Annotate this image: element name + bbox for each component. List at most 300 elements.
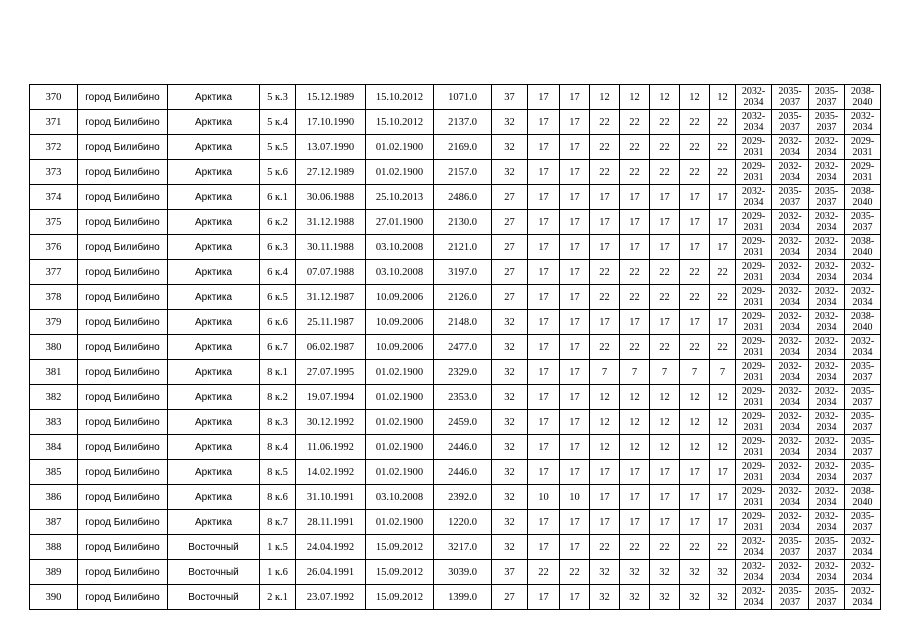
period-start: 2029- [741, 411, 766, 422]
period-start: 2032- [814, 336, 839, 347]
cell-period-value-5: 12 [650, 385, 680, 410]
cell-survey-date: 10.09.2006 [366, 335, 434, 360]
cell-repair-period-2 [772, 110, 809, 135]
period-start: 2035- [814, 86, 839, 97]
period-end: 2034 [816, 422, 837, 433]
period-end: 2031 [743, 522, 764, 533]
cell-period-value-6: 22 [680, 110, 710, 135]
cell-period-value-6: 17 [680, 510, 710, 535]
cell-construction-date: 07.07.1988 [296, 260, 366, 285]
cell-period-value-4: 17 [620, 460, 650, 485]
cell-period-value-2: 17 [560, 510, 590, 535]
table-row [30, 260, 881, 285]
cell-construction-date: 17.10.1990 [296, 110, 366, 135]
period-start: 2035- [850, 461, 875, 472]
cell-repair-period-1 [736, 410, 772, 435]
period-end: 2034 [780, 497, 800, 508]
cell-period-value-4: 12 [620, 385, 650, 410]
cell-period-value-7: 22 [710, 160, 736, 185]
period-start: 2032- [741, 586, 766, 597]
cell-house: 5 к.6 [260, 160, 296, 185]
cell-repair-period-1 [736, 285, 772, 310]
cell-wear-percent: 27 [492, 260, 528, 285]
cell-survey-date: 01.02.1900 [366, 435, 434, 460]
cell-wear-percent: 27 [492, 285, 528, 310]
period-end: 2037 [780, 97, 800, 108]
cell-city: город Билибино [78, 160, 168, 185]
cell-period-value-2: 17 [560, 435, 590, 460]
cell-construction-date: 06.02.1987 [296, 335, 366, 360]
cell-repair-period-1 [736, 210, 772, 235]
period-end: 2037 [852, 472, 873, 483]
period-end: 2031 [852, 172, 873, 183]
cell-period-value-7: 22 [710, 535, 736, 560]
period-end: 2034 [816, 272, 837, 283]
cell-area: 2459.0 [434, 410, 492, 435]
period-start: 2032- [814, 286, 839, 297]
table-row [30, 110, 881, 135]
cell-house: 8 к.4 [260, 435, 296, 460]
cell-period-value-5: 22 [650, 160, 680, 185]
cell-period-value-4: 12 [620, 435, 650, 460]
cell-period-value-3: 32 [590, 585, 620, 610]
cell-period-value-6: 22 [680, 135, 710, 160]
cell-construction-date: 15.12.1989 [296, 85, 366, 110]
cell-city: город Билибино [78, 435, 168, 460]
period-end: 2037 [816, 547, 837, 558]
cell-period-value-1: 17 [528, 535, 560, 560]
cell-construction-date: 27.07.1995 [296, 360, 366, 385]
cell-period-value-3: 22 [590, 335, 620, 360]
cell-repair-period-1 [736, 510, 772, 535]
cell-period-value-2: 22 [560, 560, 590, 585]
cell-period-value-3: 22 [590, 110, 620, 135]
table-row [30, 335, 881, 360]
period-start: 2032- [778, 161, 802, 172]
period-end: 2034 [852, 547, 873, 558]
cell-survey-date: 10.09.2006 [366, 310, 434, 335]
period-start: 2029- [741, 136, 766, 147]
cell-period-value-1: 17 [528, 235, 560, 260]
table-row [30, 485, 881, 510]
cell-period-value-1: 17 [528, 385, 560, 410]
cell-street: Арктика [168, 485, 260, 510]
cell-repair-period-1 [736, 85, 772, 110]
period-start: 2032- [850, 586, 875, 597]
cell-period-value-1: 17 [528, 110, 560, 135]
cell-repair-period-1 [736, 235, 772, 260]
period-start: 2029- [741, 161, 766, 172]
cell-repair-period-4 [845, 310, 881, 335]
cell-wear-percent: 32 [492, 310, 528, 335]
cell-construction-date: 31.12.1987 [296, 285, 366, 310]
period-end: 2040 [852, 197, 873, 208]
cell-repair-period-1 [736, 310, 772, 335]
cell-period-value-1: 17 [528, 285, 560, 310]
cell-street: Арктика [168, 460, 260, 485]
cell-number: 376 [30, 235, 78, 260]
cell-area: 2486.0 [434, 185, 492, 210]
period-end: 2034 [852, 272, 873, 283]
cell-construction-date: 28.11.1991 [296, 510, 366, 535]
period-start: 2032- [778, 286, 802, 297]
cell-house: 5 к.5 [260, 135, 296, 160]
period-start: 2032- [778, 561, 802, 572]
period-end: 2034 [816, 147, 837, 158]
cell-repair-period-4 [845, 360, 881, 385]
cell-street: Восточный [168, 535, 260, 560]
cell-house: 6 к.2 [260, 210, 296, 235]
cell-number: 387 [30, 510, 78, 535]
period-end: 2034 [816, 497, 837, 508]
cell-number: 386 [30, 485, 78, 510]
cell-period-value-6: 12 [680, 410, 710, 435]
cell-construction-date: 14.02.1992 [296, 460, 366, 485]
period-start: 2032- [850, 111, 875, 122]
period-start: 2032- [850, 336, 875, 347]
cell-survey-date: 15.10.2012 [366, 110, 434, 135]
cell-repair-period-4 [845, 485, 881, 510]
cell-period-value-1: 10 [528, 485, 560, 510]
period-start: 2032- [778, 236, 802, 247]
cell-repair-period-1 [736, 185, 772, 210]
period-end: 2034 [816, 572, 837, 583]
cell-period-value-3: 17 [590, 460, 620, 485]
cell-period-value-2: 10 [560, 485, 590, 510]
cell-repair-period-3 [809, 235, 845, 260]
cell-number: 372 [30, 135, 78, 160]
cell-city: город Билибино [78, 310, 168, 335]
cell-area: 3217.0 [434, 535, 492, 560]
period-start: 2032- [778, 211, 802, 222]
period-start: 2029- [850, 161, 875, 172]
cell-city: город Билибино [78, 185, 168, 210]
cell-house: 8 к.1 [260, 360, 296, 385]
cell-repair-period-3 [809, 285, 845, 310]
cell-repair-period-1 [736, 585, 772, 610]
cell-repair-period-1 [736, 160, 772, 185]
table-row [30, 460, 881, 485]
cell-repair-period-3 [809, 510, 845, 535]
cell-period-value-7: 17 [710, 485, 736, 510]
period-end: 2034 [780, 397, 800, 408]
cell-period-value-5: 17 [650, 460, 680, 485]
period-start: 2032- [778, 386, 802, 397]
cell-repair-period-1 [736, 360, 772, 385]
period-end: 2034 [743, 547, 764, 558]
period-end: 2040 [852, 247, 873, 258]
cell-period-value-2: 17 [560, 310, 590, 335]
cell-repair-period-4 [845, 385, 881, 410]
cell-period-value-3: 17 [590, 235, 620, 260]
cell-house: 5 к.4 [260, 110, 296, 135]
period-start: 2032- [814, 236, 839, 247]
cell-period-value-3: 12 [590, 85, 620, 110]
cell-repair-period-4 [845, 460, 881, 485]
period-end: 2034 [816, 447, 837, 458]
cell-wear-percent: 32 [492, 435, 528, 460]
period-end: 2037 [852, 397, 873, 408]
cell-period-value-2: 17 [560, 535, 590, 560]
period-end: 2034 [852, 572, 873, 583]
cell-number: 390 [30, 585, 78, 610]
period-start: 2032- [814, 311, 839, 322]
cell-period-value-1: 17 [528, 135, 560, 160]
cell-street: Арктика [168, 185, 260, 210]
period-end: 2037 [816, 597, 837, 608]
cell-period-value-5: 17 [650, 485, 680, 510]
table-row [30, 135, 881, 160]
cell-period-value-3: 12 [590, 385, 620, 410]
cell-repair-period-1 [736, 460, 772, 485]
cell-repair-period-1 [736, 110, 772, 135]
period-start: 2035- [778, 111, 802, 122]
cell-period-value-5: 17 [650, 510, 680, 535]
cell-construction-date: 13.07.1990 [296, 135, 366, 160]
period-end: 2034 [743, 572, 764, 583]
cell-period-value-1: 17 [528, 510, 560, 535]
cell-number: 384 [30, 435, 78, 460]
cell-repair-period-3 [809, 585, 845, 610]
cell-repair-period-4 [845, 135, 881, 160]
cell-house: 8 к.7 [260, 510, 296, 535]
cell-repair-period-2 [772, 485, 809, 510]
period-start: 2032- [741, 186, 766, 197]
cell-area: 2169.0 [434, 135, 492, 160]
cell-repair-period-2 [772, 185, 809, 210]
period-start: 2032- [850, 536, 875, 547]
cell-period-value-4: 12 [620, 85, 650, 110]
period-end: 2037 [780, 197, 800, 208]
cell-repair-period-3 [809, 135, 845, 160]
cell-street: Арктика [168, 360, 260, 385]
cell-house: 8 к.6 [260, 485, 296, 510]
cell-city: город Билибино [78, 485, 168, 510]
cell-city: город Билибино [78, 360, 168, 385]
cell-repair-period-2 [772, 160, 809, 185]
cell-period-value-5: 17 [650, 210, 680, 235]
cell-city: город Билибино [78, 210, 168, 235]
cell-period-value-2: 17 [560, 285, 590, 310]
cell-city: город Билибино [78, 235, 168, 260]
table-row [30, 85, 881, 110]
cell-period-value-4: 22 [620, 160, 650, 185]
cell-repair-period-4 [845, 560, 881, 585]
cell-area: 2477.0 [434, 335, 492, 360]
cell-period-value-2: 17 [560, 110, 590, 135]
period-start: 2032- [814, 161, 839, 172]
cell-repair-period-2 [772, 360, 809, 385]
cell-area: 2148.0 [434, 310, 492, 335]
cell-repair-period-2 [772, 585, 809, 610]
period-start: 2032- [778, 311, 802, 322]
period-start: 2035- [778, 536, 802, 547]
cell-repair-period-2 [772, 410, 809, 435]
period-end: 2031 [743, 297, 764, 308]
cell-period-value-6: 17 [680, 235, 710, 260]
cell-construction-date: 23.07.1992 [296, 585, 366, 610]
cell-repair-period-2 [772, 460, 809, 485]
cell-repair-period-2 [772, 535, 809, 560]
cell-period-value-4: 22 [620, 535, 650, 560]
cell-period-value-5: 12 [650, 410, 680, 435]
cell-period-value-2: 17 [560, 385, 590, 410]
cell-period-value-4: 22 [620, 335, 650, 360]
cell-street: Арктика [168, 160, 260, 185]
cell-repair-period-4 [845, 510, 881, 535]
cell-area: 2157.0 [434, 160, 492, 185]
period-start: 2035- [778, 186, 802, 197]
cell-period-value-4: 22 [620, 110, 650, 135]
cell-period-value-7: 17 [710, 310, 736, 335]
period-end: 2037 [780, 547, 800, 558]
cell-period-value-7: 32 [710, 560, 736, 585]
period-end: 2037 [816, 197, 837, 208]
cell-period-value-4: 17 [620, 510, 650, 535]
cell-period-value-1: 17 [528, 210, 560, 235]
cell-city: город Билибино [78, 510, 168, 535]
period-end: 2031 [743, 497, 764, 508]
period-start: 2035- [814, 536, 839, 547]
cell-wear-percent: 37 [492, 560, 528, 585]
period-end: 2031 [743, 222, 764, 233]
cell-construction-date: 24.04.1992 [296, 535, 366, 560]
cell-city: город Билибино [78, 260, 168, 285]
cell-period-value-6: 17 [680, 310, 710, 335]
cell-period-value-5: 17 [650, 185, 680, 210]
cell-house: 5 к.3 [260, 85, 296, 110]
cell-period-value-5: 22 [650, 535, 680, 560]
period-end: 2031 [743, 422, 764, 433]
period-end: 2034 [780, 272, 800, 283]
cell-construction-date: 25.11.1987 [296, 310, 366, 335]
cell-repair-period-4 [845, 585, 881, 610]
cell-street: Арктика [168, 210, 260, 235]
cell-period-value-7: 7 [710, 360, 736, 385]
cell-period-value-1: 17 [528, 410, 560, 435]
cell-period-value-2: 17 [560, 135, 590, 160]
cell-period-value-5: 22 [650, 335, 680, 360]
cell-number: 383 [30, 410, 78, 435]
cell-period-value-2: 17 [560, 85, 590, 110]
cell-period-value-5: 17 [650, 235, 680, 260]
cell-period-value-7: 17 [710, 510, 736, 535]
cell-period-value-2: 17 [560, 335, 590, 360]
table-row [30, 435, 881, 460]
cell-period-value-3: 7 [590, 360, 620, 385]
cell-construction-date: 26.04.1991 [296, 560, 366, 585]
table-row [30, 560, 881, 585]
cell-city: город Билибино [78, 460, 168, 485]
cell-area: 2137.0 [434, 110, 492, 135]
period-end: 2034 [780, 222, 800, 233]
period-end: 2037 [816, 122, 837, 133]
cell-number: 381 [30, 360, 78, 385]
period-start: 2029- [741, 336, 766, 347]
period-start: 2032- [741, 536, 766, 547]
cell-city: город Билибино [78, 110, 168, 135]
cell-period-value-4: 12 [620, 410, 650, 435]
cell-period-value-3: 22 [590, 260, 620, 285]
cell-wear-percent: 32 [492, 360, 528, 385]
cell-wear-percent: 32 [492, 410, 528, 435]
cell-period-value-6: 17 [680, 460, 710, 485]
cell-repair-period-1 [736, 485, 772, 510]
cell-area: 2446.0 [434, 435, 492, 460]
cell-construction-date: 30.12.1992 [296, 410, 366, 435]
period-start: 2035- [850, 361, 875, 372]
period-end: 2037 [852, 522, 873, 533]
cell-repair-period-4 [845, 435, 881, 460]
cell-period-value-1: 17 [528, 185, 560, 210]
period-start: 2032- [741, 561, 766, 572]
cell-wear-percent: 32 [492, 535, 528, 560]
cell-period-value-4: 22 [620, 285, 650, 310]
period-start: 2032- [778, 411, 802, 422]
cell-area: 2392.0 [434, 485, 492, 510]
table-row [30, 210, 881, 235]
cell-period-value-6: 32 [680, 585, 710, 610]
cell-wear-percent: 27 [492, 185, 528, 210]
period-start: 2029- [741, 261, 766, 272]
period-start: 2032- [814, 386, 839, 397]
table-row [30, 160, 881, 185]
cell-period-value-6: 22 [680, 335, 710, 360]
cell-survey-date: 15.09.2012 [366, 560, 434, 585]
period-end: 2034 [816, 522, 837, 533]
cell-survey-date: 15.09.2012 [366, 535, 434, 560]
cell-period-value-5: 17 [650, 310, 680, 335]
period-end: 2031 [743, 372, 764, 383]
cell-period-value-4: 17 [620, 210, 650, 235]
cell-survey-date: 01.02.1900 [366, 360, 434, 385]
cell-repair-period-3 [809, 460, 845, 485]
cell-wear-percent: 27 [492, 235, 528, 260]
cell-construction-date: 19.07.1994 [296, 385, 366, 410]
period-start: 2029- [741, 236, 766, 247]
cell-period-value-4: 17 [620, 485, 650, 510]
table-row [30, 510, 881, 535]
period-end: 2037 [780, 597, 800, 608]
period-end: 2031 [743, 272, 764, 283]
cell-number: 374 [30, 185, 78, 210]
cell-period-value-6: 22 [680, 160, 710, 185]
cell-repair-period-4 [845, 185, 881, 210]
cell-period-value-5: 22 [650, 135, 680, 160]
cell-house: 6 к.3 [260, 235, 296, 260]
cell-repair-period-2 [772, 310, 809, 335]
cell-construction-date: 27.12.1989 [296, 160, 366, 185]
cell-period-value-4: 17 [620, 185, 650, 210]
cell-period-value-5: 22 [650, 260, 680, 285]
period-end: 2034 [852, 347, 873, 358]
cell-street: Арктика [168, 410, 260, 435]
cell-house: 6 к.1 [260, 185, 296, 210]
cell-period-value-4: 17 [620, 235, 650, 260]
cell-period-value-6: 12 [680, 385, 710, 410]
period-end: 2034 [816, 222, 837, 233]
cell-repair-period-2 [772, 335, 809, 360]
cell-house: 2 к.1 [260, 585, 296, 610]
cell-repair-period-3 [809, 260, 845, 285]
period-start: 2032- [814, 136, 839, 147]
period-start: 2038- [850, 486, 875, 497]
cell-number: 371 [30, 110, 78, 135]
cell-wear-percent: 27 [492, 210, 528, 235]
period-start: 2035- [850, 386, 875, 397]
cell-repair-period-3 [809, 485, 845, 510]
period-end: 2031 [743, 147, 764, 158]
